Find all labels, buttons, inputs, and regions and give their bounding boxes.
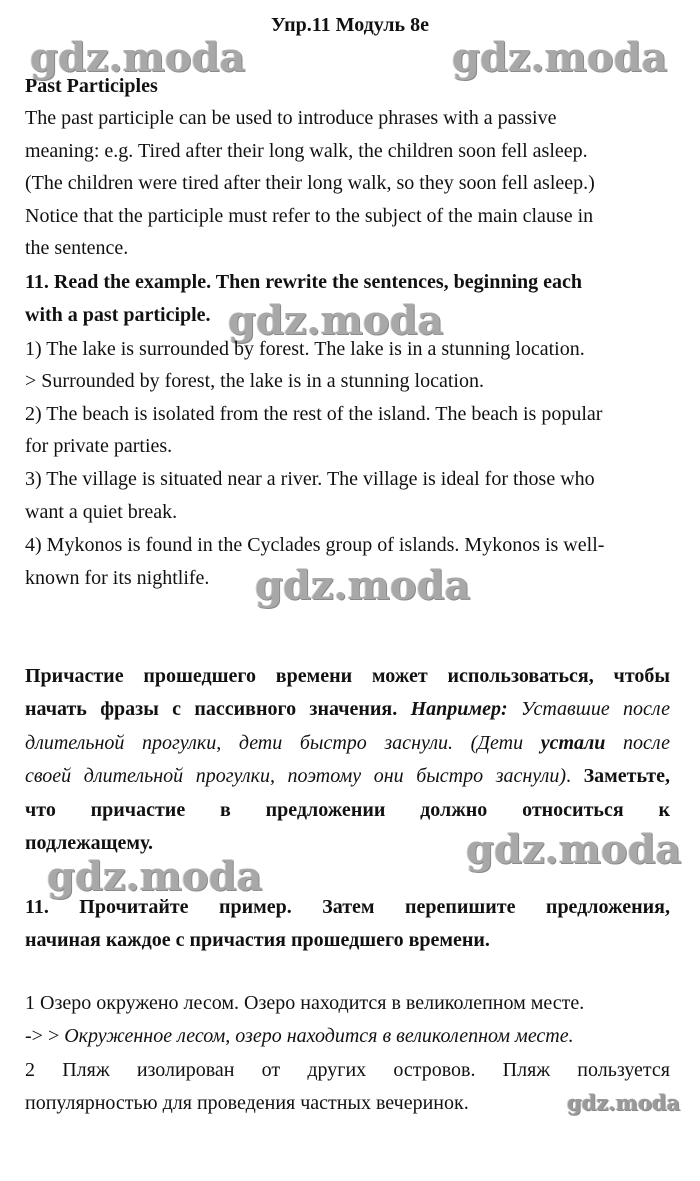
watermark-logo: gdz.moda — [567, 1090, 681, 1115]
ru-paragraph-line — [25, 693, 670, 725]
watermark-logo: gdz.moda — [466, 826, 682, 873]
task-line: with a past participle. — [25, 304, 211, 326]
ru-text: Уставшие после — [520, 698, 671, 720]
ru-paragraph-line — [25, 727, 670, 759]
ru-text: Заметьте, — [583, 765, 671, 787]
ru-text: Например: — [410, 698, 508, 720]
item-line: 1) The lake is surrounded by forest. The lake is in a stunning location. — [25, 338, 585, 360]
ru-text: длительной прогулки, дети быстро заснули. (Дети — [25, 732, 524, 754]
ru-text: своей длительной прогулки, поэтому они быстро заснули) — [25, 765, 567, 787]
ru-item-line: популярностью для проведения частных вечеринок. — [25, 1092, 469, 1114]
ru-task-line: начиная каждое с причастия прошедшего времени. — [25, 929, 490, 951]
item-line: want a quiet break. — [25, 501, 178, 523]
ru-text: устали — [540, 732, 606, 754]
item-line: 3) The village is situated near a river. The village is ideal for those who — [25, 468, 595, 490]
page-title: Упр.11 Модуль 8е — [271, 14, 429, 36]
watermark-logo: gdz.moda — [255, 562, 471, 609]
item-line: 4) Mykonos is found in the Cyclades group of islands. Mykonos is well- — [25, 534, 605, 556]
ru-text: . — [566, 765, 572, 787]
intro-line: the sentence. — [25, 237, 129, 259]
ru-item-line — [25, 1020, 574, 1052]
item-line: > Surrounded by forest, the lake is in a stunning location. — [25, 370, 484, 392]
ru-text: Окруженное лесом, озеро находится в великолепном месте. — [64, 1025, 574, 1047]
ru-paragraph-line — [25, 760, 670, 792]
ru-paragraph-line: Причастие прошедшего времени может использоваться, чтобы — [25, 665, 670, 687]
watermark-logo: gdz.moda — [228, 297, 444, 344]
ru-item-line: 2 Пляж изолирован от других островов. Пляж пользуется — [25, 1059, 670, 1081]
item-line: for private parties. — [25, 435, 173, 457]
intro-line: (The children were tired after their long walk, so they soon fell asleep.) — [25, 172, 595, 194]
ru-task-line: 11. Прочитайте пример. Затем перепишите предложения, — [25, 896, 670, 918]
section-heading: Past Participles — [25, 75, 158, 97]
watermark-logo: gdz.moda — [30, 34, 246, 81]
intro-line: Notice that the participle must refer to the subject of the main clause in — [25, 205, 594, 227]
item-line: 2) The beach is isolated from the rest of the island. The beach is popular — [25, 403, 603, 425]
ru-paragraph-line: подлежащему. — [25, 832, 154, 854]
ru-paragraph-line: что причастие в предложении должно относиться к — [25, 799, 670, 821]
task-line: 11. Read the example. Then rewrite the sentences, beginning each — [25, 271, 583, 293]
ru-item-line: 1 Озеро окружено лесом. Озеро находится в великолепном месте. — [25, 992, 585, 1014]
ru-text: после — [623, 732, 670, 754]
watermark-logo: gdz.moda — [47, 853, 263, 900]
intro-line: meaning: e.g. Tired after their long walk, the children soon fell asleep. — [25, 140, 588, 162]
ru-text: начать фразы с пассивного значения. — [25, 698, 398, 720]
item-line: known for its nightlife. — [25, 567, 210, 589]
intro-line: The past participle can be used to introduce phrases with a passive — [25, 107, 557, 129]
watermark-logo: gdz.moda — [452, 34, 668, 81]
ru-text: -> > — [25, 1025, 60, 1047]
